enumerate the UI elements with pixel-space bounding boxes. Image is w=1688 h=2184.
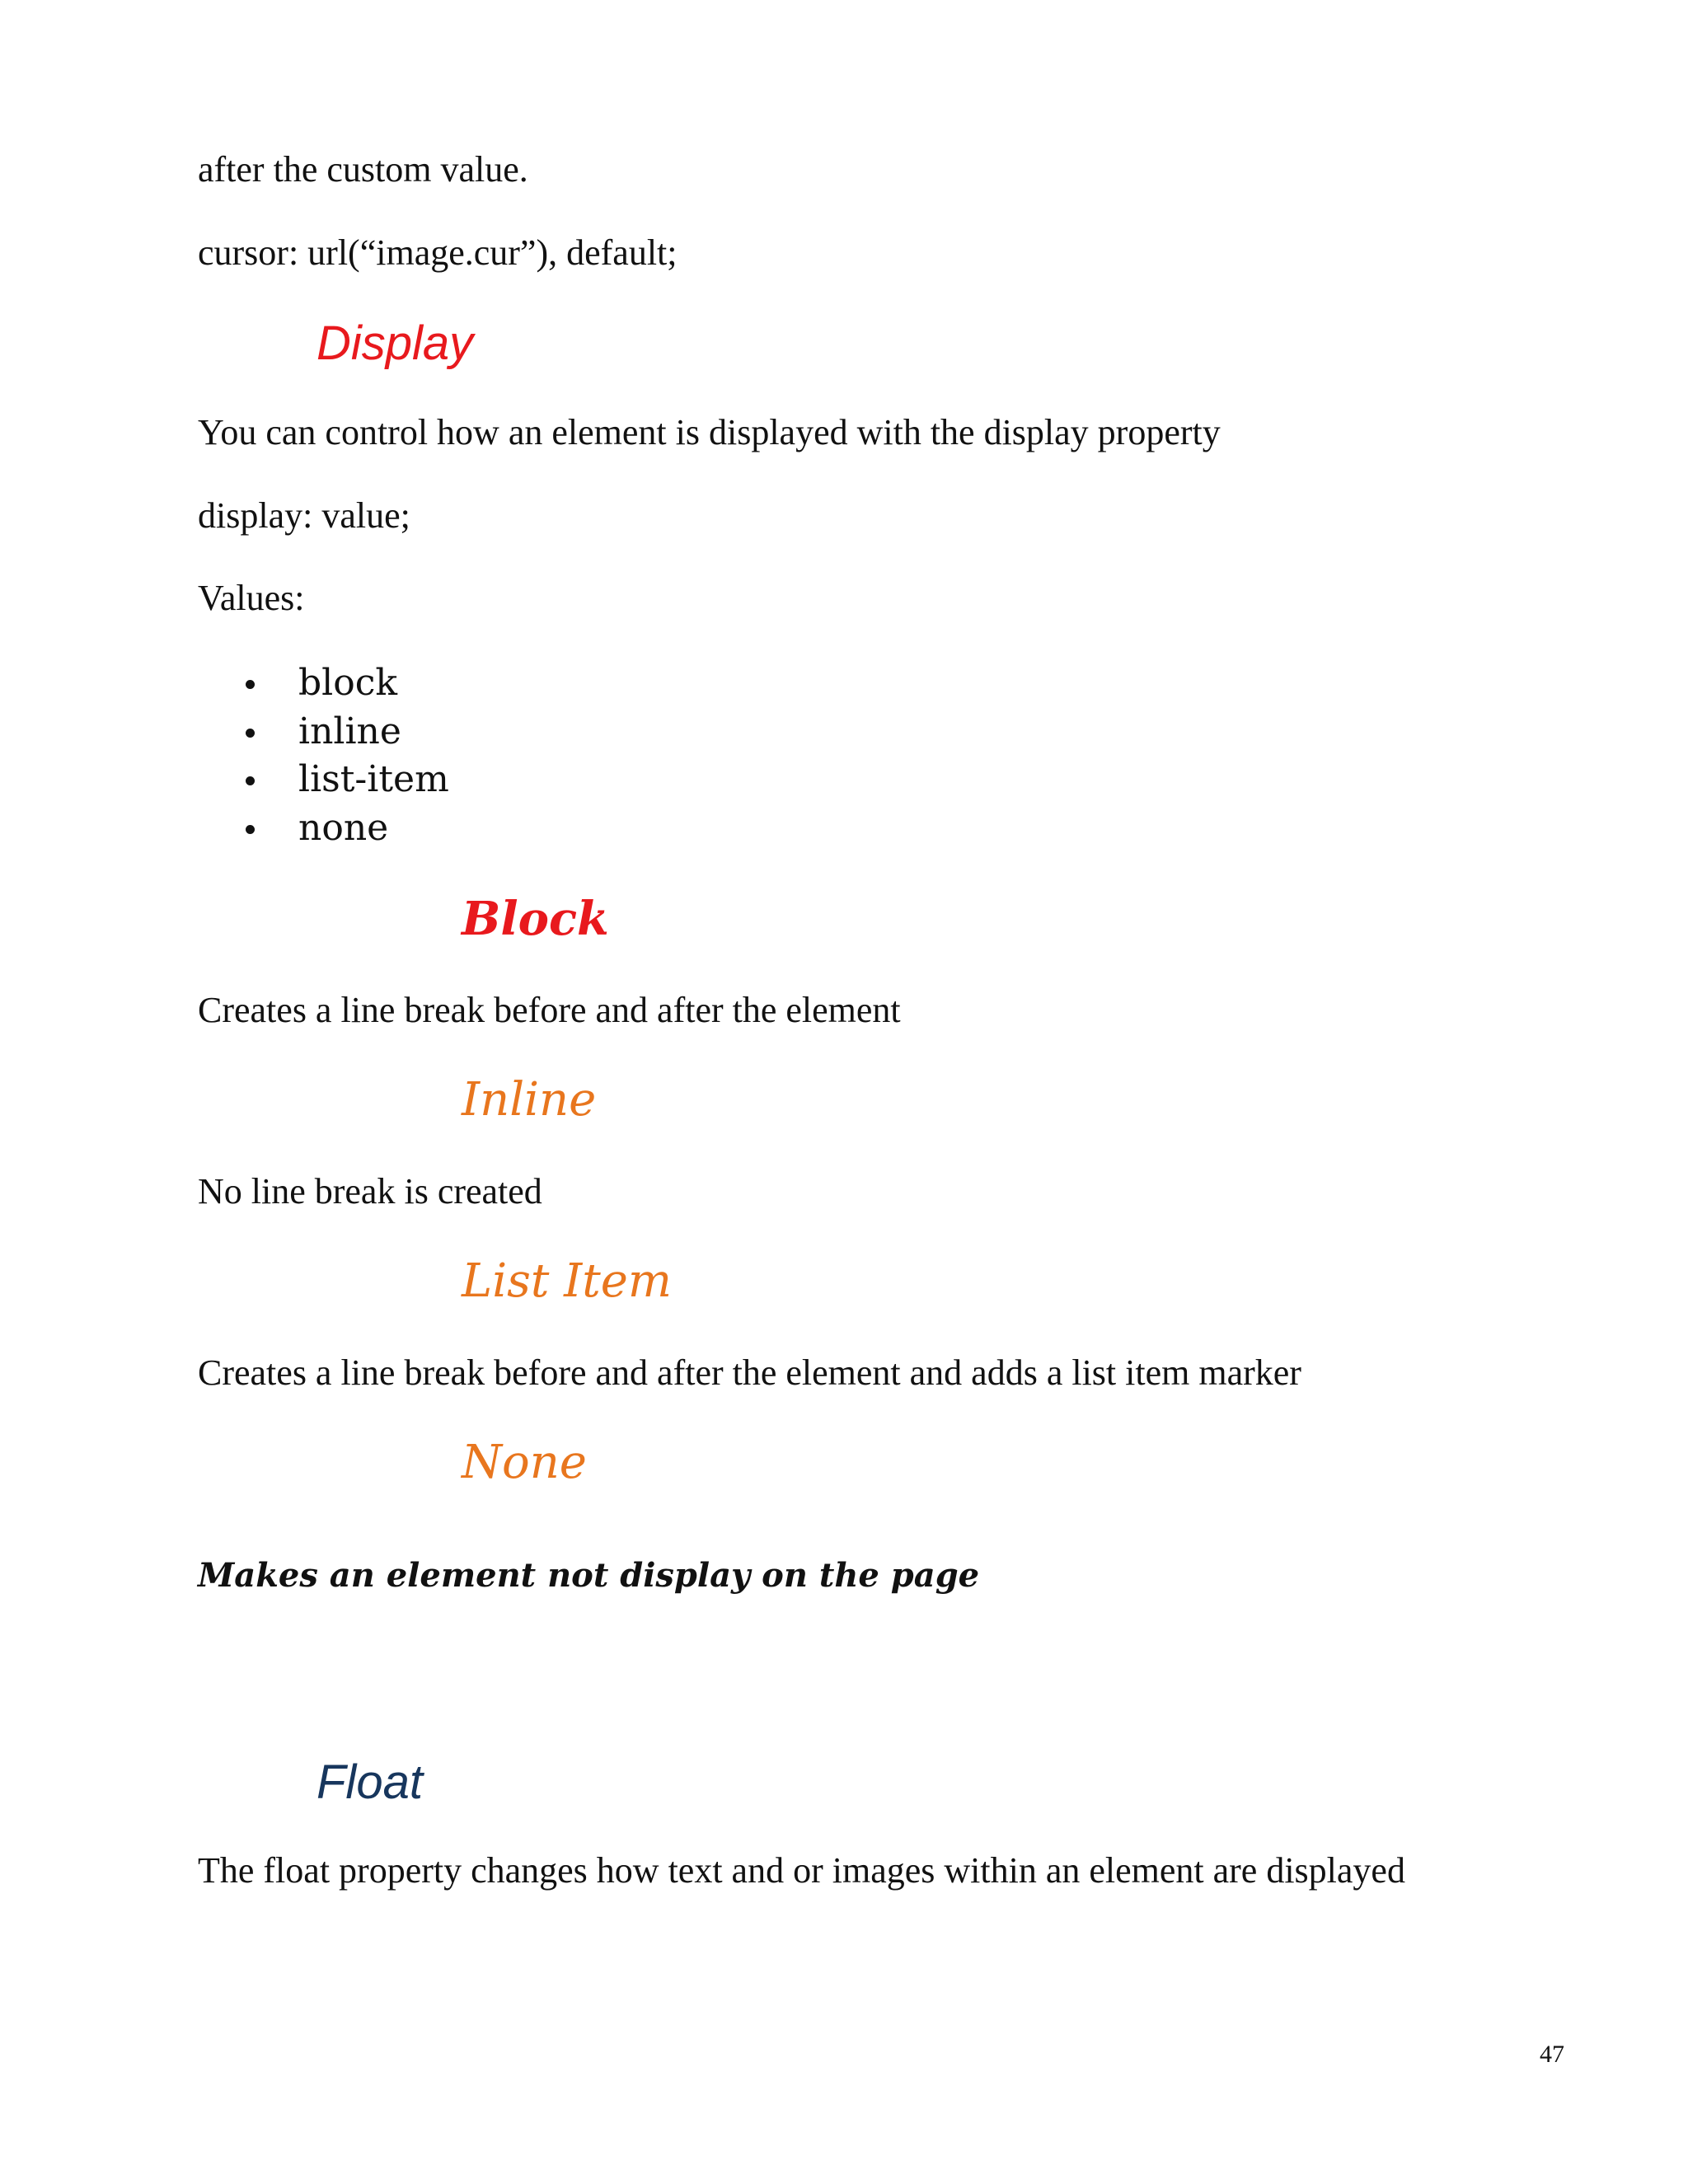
list-item-description: Creates a line break before and after the element and adds a list item marker xyxy=(198,1352,1301,1393)
block-description: Creates a line break before and after the element xyxy=(198,990,901,1030)
display-intro-text: You can control how an element is displayed with the display property xyxy=(198,412,1221,452)
bullet-icon xyxy=(246,680,255,689)
list-item-label: list-item xyxy=(298,758,449,800)
list-item xyxy=(246,659,449,708)
list-item-heading: List Item xyxy=(462,1254,673,1308)
page-number: 47 xyxy=(1540,2041,1564,2068)
float-description: The float property changes how text and or images within an element are displayed xyxy=(198,1850,1405,1891)
values-label: Values: xyxy=(198,578,305,618)
inline-heading: Inline xyxy=(462,1073,597,1127)
bullet-icon xyxy=(246,776,255,785)
list-item-label: none xyxy=(298,806,389,849)
list-item xyxy=(246,756,449,804)
list-item xyxy=(246,804,449,853)
continuation-text: after the custom value. xyxy=(198,149,528,190)
block-heading: Block xyxy=(462,892,609,946)
float-heading: Float xyxy=(316,1755,423,1809)
bullet-icon xyxy=(246,729,255,738)
bullet-icon xyxy=(246,825,255,834)
cursor-example-code: cursor: url(“image.cur”), default; xyxy=(198,232,678,273)
inline-description: No line break is created xyxy=(198,1171,542,1212)
display-heading: Display xyxy=(316,316,474,370)
none-description: Makes an element not display on the page xyxy=(198,1556,980,1595)
list-item-label: block xyxy=(298,662,398,704)
list-item-label: inline xyxy=(298,710,401,752)
list-item xyxy=(246,708,449,757)
display-syntax-code: display: value; xyxy=(198,495,410,536)
display-values-list xyxy=(246,659,449,852)
none-heading: None xyxy=(462,1436,587,1489)
